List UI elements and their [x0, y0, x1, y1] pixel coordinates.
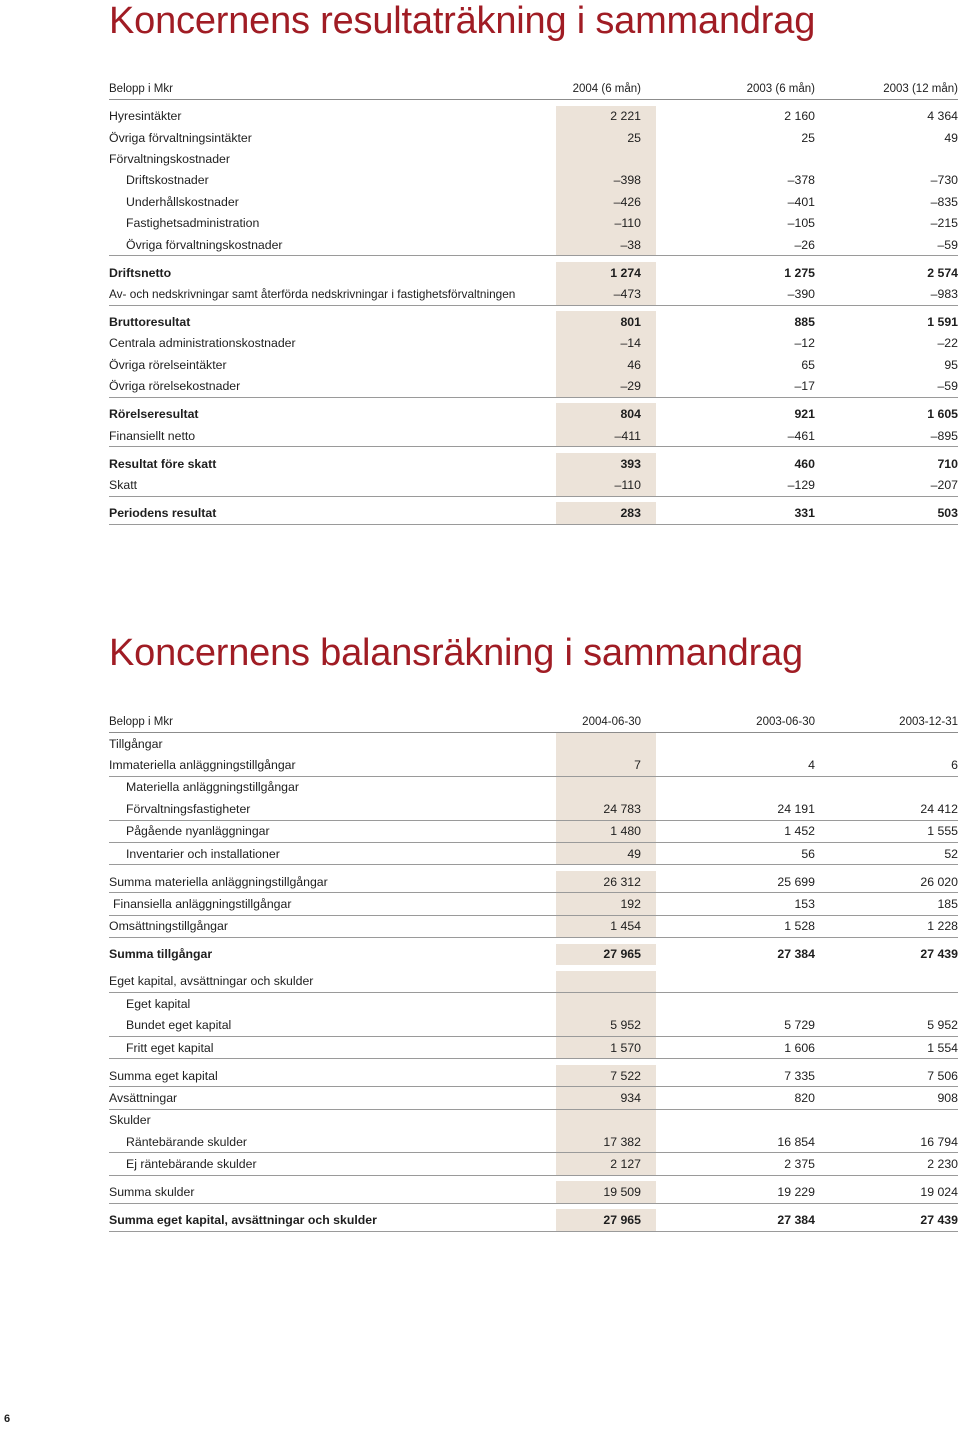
- table-row: [109, 776, 958, 798]
- row-value-2003-06-30: [670, 993, 815, 1015]
- table-row: [109, 1181, 958, 1203]
- row-value-2003-12m: 2 574: [927, 265, 958, 280]
- row-label: Summa tillgångar: [109, 947, 213, 962]
- table-row: [109, 733, 958, 755]
- income-statement-title: Koncernens resultaträkning i sammandrag: [109, 0, 816, 42]
- row-value-2003-12-31: [815, 993, 958, 1015]
- row-label: Eget kapital, avsättningar och skulder: [109, 971, 556, 993]
- row-value-2003-12-31: [815, 733, 958, 755]
- balance-sheet-table: [109, 711, 958, 1232]
- table-row: [109, 971, 958, 993]
- row-value-2003-12-31: 16 794: [815, 1131, 958, 1153]
- row-value-2004-06-30: 1 570: [556, 1036, 656, 1058]
- row-value-2003-12m: –215: [930, 216, 958, 231]
- row-value-2003-6m: [670, 148, 815, 169]
- row-value-2003-12m: 503: [815, 502, 958, 524]
- row-value-2003-12m: –59: [815, 375, 958, 397]
- page-number: 6: [4, 1413, 11, 1425]
- table-row: [109, 213, 958, 234]
- row-value-2003-12-31: 19 024: [815, 1181, 958, 1203]
- table-row: [109, 106, 958, 127]
- row-value-2004-06-30: 49: [556, 842, 656, 864]
- row-label: Finansiellt netto: [109, 425, 556, 447]
- row-value-2003-12-31: [815, 971, 958, 993]
- row-value-2003-12m: 710: [937, 456, 958, 471]
- row-label: Rörelseresultat: [109, 407, 199, 422]
- table-row: [109, 311, 958, 332]
- row-label: Bruttoresultat: [109, 314, 191, 329]
- row-value-2003-06-30: 7 335: [670, 1065, 815, 1087]
- row-value-2003-06-30: 153: [670, 893, 815, 915]
- row-value-2003-12-31: 27 439: [920, 947, 958, 962]
- row-value-2003-6m: –26: [670, 234, 815, 256]
- row-value-2003-06-30: 4: [670, 754, 815, 776]
- row-value-2004: 46: [556, 354, 656, 375]
- table-row: [109, 1036, 958, 1058]
- row-value-2003-06-30: 24 191: [670, 798, 815, 820]
- row-value-2003-12m: –730: [930, 173, 958, 188]
- row-value-2003-6m: –17: [670, 375, 815, 397]
- table-row: [109, 871, 958, 893]
- header-col-2: 2003 (6 mån): [670, 78, 815, 100]
- table-row: [109, 234, 958, 256]
- row-label: Hyresintäkter: [109, 109, 182, 124]
- table-row: [109, 403, 958, 424]
- row-value-2003-12-31: 52: [815, 842, 958, 864]
- row-label: Övriga förvaltningskostnader: [109, 234, 556, 256]
- row-value-2003-12-31: 1 554: [815, 1036, 958, 1058]
- row-value-2004-06-30: 192: [556, 893, 656, 915]
- row-value-2003-06-30: 820: [670, 1087, 815, 1109]
- row-value-2003-12m: 95: [944, 357, 958, 372]
- table-row: [109, 333, 958, 354]
- row-value-2004-06-30: [556, 733, 656, 755]
- row-value-2004-06-30: 27 965: [556, 1209, 656, 1231]
- table-row: [109, 1065, 958, 1087]
- row-value-2004: –38: [556, 234, 656, 256]
- table-row: [109, 191, 958, 212]
- row-value-2004-06-30: 2 127: [556, 1153, 656, 1175]
- row-value-2004-06-30: [556, 776, 656, 798]
- row-value-2003-06-30: 1 452: [670, 820, 815, 842]
- row-label: Summa eget kapital: [109, 1065, 556, 1087]
- row-value-2004-06-30: 5 952: [556, 1014, 656, 1036]
- row-value-2004-06-30: 19 509: [556, 1181, 656, 1203]
- row-value-2003-12-31: 1 555: [815, 820, 958, 842]
- row-value-2004-06-30: [556, 993, 656, 1015]
- row-value-2004: –14: [556, 333, 656, 354]
- row-label: Förvaltningsfastigheter: [109, 798, 556, 820]
- row-value-2004: –29: [556, 375, 656, 397]
- row-value-2004-06-30: [556, 971, 656, 993]
- row-label: Omsättningstillgångar: [109, 915, 556, 937]
- table-row: [109, 127, 958, 148]
- row-value-2003-6m: –390: [670, 283, 815, 305]
- row-value-2003-12m: 1 591: [927, 314, 958, 329]
- row-value-2003-12m: –895: [815, 425, 958, 447]
- table-row: [109, 502, 958, 524]
- row-value-2004: –426: [556, 191, 656, 212]
- row-value-2003-12-31: 26 020: [815, 871, 958, 893]
- row-value-2003-6m: 921: [794, 407, 815, 422]
- row-value-2003-12m: [815, 148, 958, 169]
- row-label: Räntebärande skulder: [109, 1131, 556, 1153]
- row-value-2004: 393: [556, 453, 656, 474]
- header-col-1: 2004-06-30: [556, 711, 656, 733]
- row-value-2003-12-31: 908: [815, 1087, 958, 1109]
- row-value-2003-6m: 25: [801, 130, 815, 145]
- row-label: Materiella anläggningstillgångar: [126, 780, 299, 795]
- row-label: Summa skulder: [109, 1181, 556, 1203]
- row-value-2003-6m: 331: [670, 502, 815, 524]
- row-label: Avsättningar: [109, 1087, 556, 1109]
- row-label: Pågående nyanläggningar: [109, 820, 556, 842]
- row-value-2003-12-31: 24 412: [815, 798, 958, 820]
- row-value-2003-6m: 885: [794, 314, 815, 329]
- row-value-2003-12-31: 2 230: [815, 1153, 958, 1175]
- row-label: Fritt eget kapital: [109, 1036, 556, 1058]
- row-label: Inventarier och installationer: [109, 842, 556, 864]
- row-value-2004: –110: [556, 474, 656, 496]
- row-label: Övriga rörelsekostnader: [109, 375, 556, 397]
- row-value-2003-06-30: 1 606: [670, 1036, 815, 1058]
- table-row: [109, 148, 958, 169]
- row-value-2003-06-30: 27 384: [777, 947, 815, 962]
- table-row: [109, 354, 958, 375]
- table-row: [109, 1014, 958, 1036]
- row-value-2003-12m: –207: [815, 474, 958, 496]
- table-row: [109, 474, 958, 496]
- row-label: Bundet eget kapital: [109, 1014, 556, 1036]
- row-value-2003-12m: –835: [930, 194, 958, 209]
- row-value-2004-06-30: [556, 1109, 656, 1131]
- row-label: Skulder: [109, 1113, 151, 1128]
- row-value-2003-12m: –59: [815, 234, 958, 256]
- row-label: Övriga rörelseintäkter: [109, 357, 227, 372]
- row-value-2003-12-31: 185: [815, 893, 958, 915]
- row-value-2003-6m: –12: [794, 336, 815, 351]
- table-row: [109, 893, 958, 915]
- row-value-2003-06-30: [670, 733, 815, 755]
- row-value-2003-6m: 2 160: [784, 109, 815, 124]
- table-header-row: [109, 78, 958, 100]
- income-statement-table: [109, 78, 958, 525]
- table-row: [109, 993, 958, 1015]
- row-label: Övriga förvaltningsintäkter: [109, 130, 252, 145]
- row-value-2003-06-30: 16 854: [670, 1131, 815, 1153]
- table-row: [109, 1109, 958, 1131]
- row-label: Driftsnetto: [109, 265, 172, 280]
- row-label: Av- och nedskrivningar samt återförda nedskrivningar i fastighetsförvaltningen: [109, 283, 556, 305]
- table-row: [109, 820, 958, 842]
- row-value-2004-06-30: 1 454: [556, 915, 656, 937]
- row-value-2004: [556, 148, 656, 169]
- row-value-2004: –411: [556, 425, 656, 447]
- table-header-row: [109, 711, 958, 733]
- table-row: [109, 1131, 958, 1153]
- header-label: Belopp i Mkr: [109, 78, 556, 100]
- row-value-2003-12m: 4 364: [927, 109, 958, 124]
- header-col-3: 2003 (12 mån): [815, 78, 958, 100]
- row-value-2003-6m: 65: [801, 357, 815, 372]
- table-row: [109, 754, 958, 776]
- row-value-2004: 283: [556, 502, 656, 524]
- row-label: Immateriella anläggningstillgångar: [109, 754, 556, 776]
- table-row: [109, 283, 958, 305]
- balance-sheet-title: Koncernens balansräkning i sammandrag: [109, 632, 803, 674]
- row-value-2003-06-30: [670, 1109, 815, 1131]
- table-row: [109, 1209, 958, 1231]
- row-value-2003-6m: 1 275: [784, 265, 815, 280]
- row-value-2004: 804: [556, 403, 656, 424]
- row-value-2003-12-31: 5 952: [815, 1014, 958, 1036]
- table-row: [109, 262, 958, 283]
- row-label: Driftskostnader: [126, 173, 209, 188]
- row-value-2003-06-30: 2 375: [670, 1153, 815, 1175]
- row-value-2003-12-31: 1 228: [815, 915, 958, 937]
- row-value-2004: –110: [556, 213, 656, 234]
- header-label: Belopp i Mkr: [109, 711, 556, 733]
- row-value-2004: 801: [556, 311, 656, 332]
- table-row: [109, 915, 958, 937]
- row-value-2003-12-31: 6: [815, 754, 958, 776]
- row-value-2004-06-30: 27 965: [556, 944, 656, 965]
- row-value-2003-6m: –378: [787, 173, 815, 188]
- row-value-2003-06-30: 25 699: [670, 871, 815, 893]
- row-value-2003-06-30: 27 384: [670, 1209, 815, 1231]
- row-value-2003-06-30: 19 229: [670, 1181, 815, 1203]
- row-value-2003-06-30: [670, 776, 815, 798]
- row-label: Summa eget kapital, avsättningar och skulder: [109, 1209, 556, 1231]
- row-label: Ej räntebärande skulder: [109, 1153, 556, 1175]
- table-row: [109, 1087, 958, 1109]
- row-value-2003-06-30: [670, 971, 815, 993]
- row-label: Förvaltningskostnader: [109, 152, 230, 167]
- row-value-2003-12-31: 7 506: [815, 1065, 958, 1087]
- row-value-2003-06-30: 56: [670, 842, 815, 864]
- row-value-2004-06-30: 7 522: [556, 1065, 656, 1087]
- table-row: [109, 170, 958, 191]
- row-value-2003-12-31: [815, 776, 958, 798]
- row-value-2003-12-31: [815, 1109, 958, 1131]
- row-label: Underhållskostnader: [126, 194, 239, 209]
- row-value-2003-6m: –105: [787, 216, 815, 231]
- row-value-2004-06-30: 17 382: [556, 1131, 656, 1153]
- table-row: [109, 798, 958, 820]
- row-value-2004: 2 221: [556, 106, 656, 127]
- row-value-2004-06-30: 1 480: [556, 820, 656, 842]
- row-value-2003-12m: 49: [944, 130, 958, 145]
- table-row: [109, 425, 958, 447]
- row-value-2004: 1 274: [556, 262, 656, 283]
- row-value-2004-06-30: 934: [556, 1087, 656, 1109]
- row-label: Finansiella anläggningstillgångar: [109, 893, 556, 915]
- table-row: [109, 453, 958, 474]
- row-value-2004-06-30: 26 312: [556, 871, 656, 893]
- table-row: [109, 842, 958, 864]
- header-col-1: 2004 (6 mån): [556, 78, 656, 100]
- row-label: Periodens resultat: [109, 502, 556, 524]
- row-value-2003-12m: –22: [937, 336, 958, 351]
- row-label: Summa materiella anläggningstillgångar: [109, 871, 556, 893]
- row-value-2003-12-31: 27 439: [815, 1209, 958, 1231]
- row-value-2004: –398: [556, 170, 656, 191]
- row-value-2003-6m: –129: [670, 474, 815, 496]
- row-label: Eget kapital: [126, 996, 191, 1011]
- row-label: Skatt: [109, 474, 556, 496]
- row-value-2003-06-30: 5 729: [670, 1014, 815, 1036]
- row-value-2003-6m: –461: [670, 425, 815, 447]
- row-value-2003-06-30: 1 528: [670, 915, 815, 937]
- row-label: Resultat före skatt: [109, 456, 217, 471]
- header-col-2: 2003-06-30: [670, 711, 815, 733]
- row-value-2003-6m: –401: [787, 194, 815, 209]
- row-label: Centrala administrationskostnader: [109, 336, 296, 351]
- row-value-2004: 25: [556, 127, 656, 148]
- table-row: [109, 375, 958, 397]
- row-label: Fastighetsadministration: [126, 216, 260, 231]
- row-value-2004-06-30: 7: [556, 754, 656, 776]
- row-value-2004-06-30: 24 783: [556, 798, 656, 820]
- row-value-2003-12m: 1 605: [927, 407, 958, 422]
- table-row: [109, 1153, 958, 1175]
- header-col-3: 2003-12-31: [815, 711, 958, 733]
- row-value-2003-6m: 460: [794, 456, 815, 471]
- row-value-2004: –473: [556, 283, 656, 305]
- row-label: Tillgångar: [109, 736, 163, 751]
- table-row: [109, 944, 958, 965]
- row-value-2003-12m: –983: [815, 283, 958, 305]
